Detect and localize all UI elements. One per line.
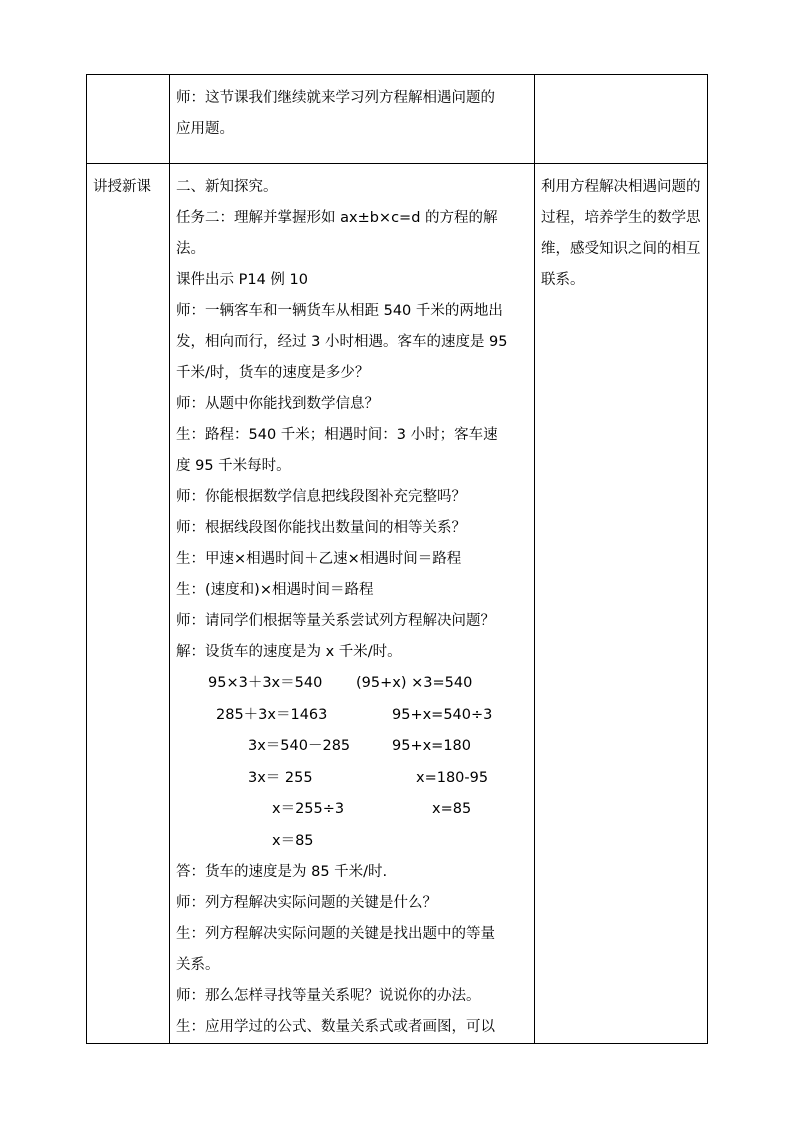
table-row-new-lesson xyxy=(87,164,708,1044)
equation-right: (95+x) ×3=540 xyxy=(356,675,473,691)
content-line: 解：设货车的速度是为 x 千米/时。 xyxy=(176,644,402,660)
equation-right: 95+x=540÷3 xyxy=(392,706,493,723)
equation-left: 95×3＋3x＝540 xyxy=(208,675,323,691)
equation-row xyxy=(176,731,528,763)
equation-left: 3x＝ 255 xyxy=(248,769,313,786)
lesson-content-cell xyxy=(170,164,535,1044)
equation-right: x=85 xyxy=(432,801,472,817)
equation-row xyxy=(176,668,528,700)
equation-row xyxy=(176,826,528,858)
lesson-plan-table xyxy=(86,74,708,1044)
content-line: 师：你能根据数学信息把线段图补充完整吗？ xyxy=(176,489,466,505)
content-line: 师：请同学们根据等量关系尝试列方程解决问题？ xyxy=(176,613,495,629)
equation-row xyxy=(176,763,528,795)
content-line: 千米/时，货车的速度是多少？ xyxy=(176,365,370,381)
content-line: 生：列方程解决实际问题的关键是找出题中的等量 xyxy=(176,926,495,942)
content-line: 生：(速度和)×相遇时间＝路程 xyxy=(176,582,374,598)
content-line: 生：甲速×相遇时间＋乙速×相遇时间＝路程 xyxy=(176,551,462,567)
equation-row xyxy=(176,700,528,732)
design-note: 利用方程解决相遇问题的过程，培养学生的数学思维，感受知识之间的相互联系。 xyxy=(541,179,701,288)
content-line: 答：货车的速度是为 85 千米/时. xyxy=(176,864,388,880)
intro-content-cell xyxy=(170,75,535,164)
equation-left: 3x＝540－285 xyxy=(248,738,351,754)
content-line: 师：列方程解决实际问题的关键是什么？ xyxy=(176,895,437,911)
intro-note-cell-empty xyxy=(535,75,708,164)
equation-left: x＝85 xyxy=(272,832,314,849)
content-line: 课件出示 P14 例 10 xyxy=(176,272,308,288)
content-line: 关系。 xyxy=(176,957,220,973)
intro-line: 师：这节课我们继续就来学习列方程解相遇问题的 xyxy=(176,90,495,106)
equation-right: x=180-95 xyxy=(416,769,489,786)
equation-left: 285＋3x＝1463 xyxy=(216,706,328,723)
content-line: 生：路程：540 千米；相遇时间：3 小时；客车速 xyxy=(176,427,498,443)
equation-solution-block xyxy=(176,668,528,857)
content-line: 二、新知探究。 xyxy=(176,179,278,195)
content-line: 发，相向而行，经过 3 小时相遇。客车的速度是 95 xyxy=(176,334,508,350)
content-line: 师：根据线段图你能找出数量间的相等关系？ xyxy=(176,520,466,536)
content-line: 师：一辆客车和一辆货车从相距 540 千米的两地出 xyxy=(176,303,503,319)
section-label: 讲授新课 xyxy=(93,179,151,195)
intro-line: 应用题。 xyxy=(176,121,234,137)
content-line: 度 95 千米每时。 xyxy=(176,458,291,474)
content-line: 师：从题中你能找到数学信息？ xyxy=(176,396,379,412)
content-line: 任务二：理解并掌握形如 ax±b×c=d 的方程的解 xyxy=(176,210,498,226)
table-row-intro xyxy=(87,75,708,164)
design-note-cell xyxy=(535,164,708,1044)
content-line: 法。 xyxy=(176,241,205,257)
section-label-cell xyxy=(87,164,170,1044)
content-line: 师：那么怎样寻找等量关系呢？说说你的办法。 xyxy=(176,988,481,1004)
section-label-cell-empty xyxy=(87,75,170,164)
content-line: 生：应用学过的公式、数量关系式或者画图，可以 xyxy=(176,1019,495,1035)
equation-row xyxy=(176,794,528,826)
equation-left: x＝255÷3 xyxy=(272,801,345,817)
equation-right: 95+x=180 xyxy=(392,738,472,754)
